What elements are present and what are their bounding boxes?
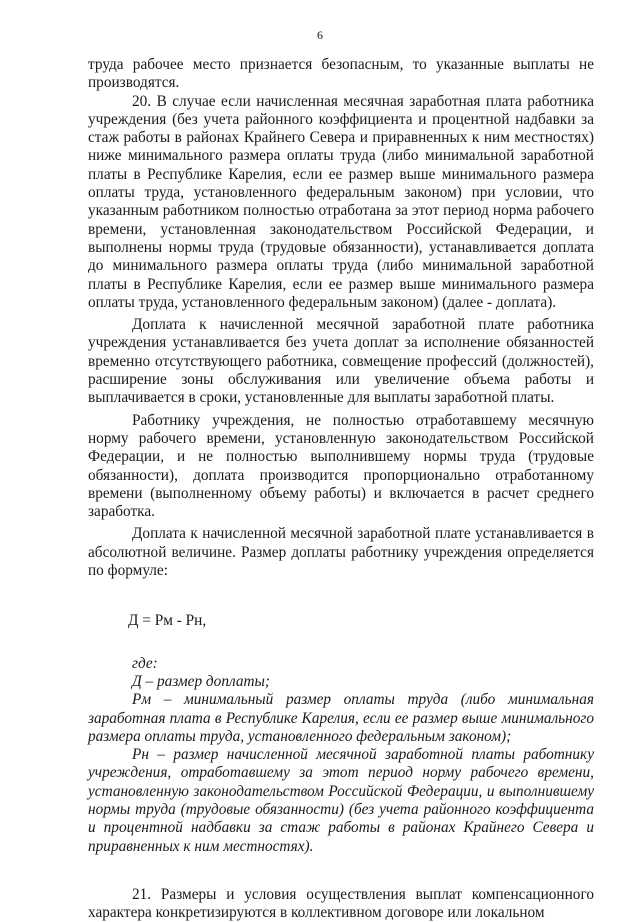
formula: Д = Рм - Рн, (128, 612, 207, 630)
paragraph-20: 20. В случае если начисленная месячная заработная плата работника учреждения (без учета районного коэффициента и процентной надбавки за стаж работы в районах Крайнего Севера и приравненных к ним местностях) ниже минимального размера оплаты труда (либо минимальной заработной платы в Республике Карелия, если ее размер выше минимального размера оплаты труда, установленного федеральным законом) при условии, что указанным работником полностью отработана за этот период норма рабочего времени, установленная законодательством Российской Федерации, и выполнены нормы труда (трудовые обязанности), устанавливается доплата до минимального размера оплаты труда (либо минимальной заработной платы в Республике Карелия, если ее размер выше минимального размера оплаты труда, установленного федеральным законом) (далее - доплата). (88, 92, 594, 311)
paragraph-absolute-value: Доплата к начисленной месячной заработной плате устанавливается в абсолютной величине. Размер доплаты работнику учреждения определяется по формуле: (88, 525, 594, 580)
definition-rn: Рн – размер начисленной месячной заработной платы работнику учреждения, отработавшему за этот период норму рабочего времени, установленную законодательством Российской Федерации, и выполнившему нормы труда (трудовые обязанности) (без учета районного коэффициента и процентной надбавки за стаж работы в районах Крайнего Севера и приравненных к ним местностях). (88, 746, 594, 855)
formula-where: где: (132, 654, 158, 672)
definition-d: Д – размер доплаты; (132, 672, 270, 690)
paragraph-proportional: Работнику учреждения, не полностью отработавшему месячную норму рабочего времени, установленную законодательством Российской Федерации, и не полностью выполнившему нормы труда (трудовые обязанности), доплата производится пропорционально отработанному времени (выполненному объему работы) и включается в расчет среднего заработка. (88, 411, 594, 521)
paragraph-continuation: труда рабочее место признается безопасным, то указанные выплаты не производятся. (88, 56, 594, 92)
definition-rm: Рм – минимальный размер оплаты труда (либо минимальная заработная плата в Республике Карелия, если ее размер выше минимального размера оплаты труда, установленного федеральным законом); (88, 691, 594, 745)
paragraph-doplata-conditions: Доплата к начисленной месячной заработной плате работника учреждения устанавливается без учета доплат за исполнение обязанностей временно отсутствующего работника, совмещение профессий (должностей), расширение зоны обслуживания или увеличение объема работы и выплачивается в сроки, установленные для выплаты заработной платы. (88, 316, 594, 407)
document-body (88, 56, 594, 922)
paragraph-21: 21. Размеры и условия осуществления выплат компенсационного характера конкретизируются в коллективном договоре или локальном (88, 885, 594, 922)
page-number: 6 (317, 28, 323, 42)
